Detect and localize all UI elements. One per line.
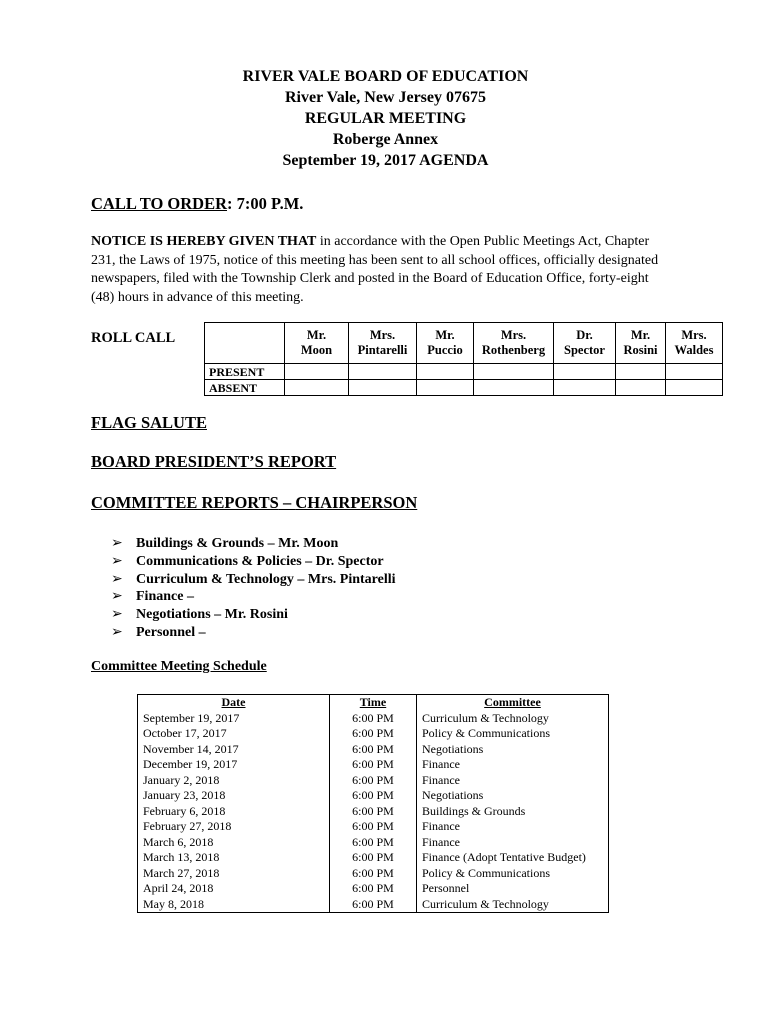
schedule-date-cell: February 27, 2018 [138,819,330,835]
schedule-date-cell: September 19, 2017 [138,711,330,727]
schedule-committee-cell: Curriculum & Technology [417,897,609,913]
table-row [138,773,609,789]
schedule-time-cell: 6:00 PM [330,788,417,804]
arrow-bullet-icon: ➢ [111,553,123,569]
absent-cell [349,380,417,396]
present-row [205,364,723,380]
committee-schedule-table [137,694,609,913]
absent-label: ABSENT [205,380,285,396]
schedule-committee-cell: Finance [417,819,609,835]
roll-call-corner [205,323,285,364]
schedule-time-cell: 6:00 PM [330,897,417,913]
arrow-bullet-icon: ➢ [111,624,123,640]
schedule-committee-cell: Buildings & Grounds [417,804,609,820]
schedule-date-cell: February 6, 2018 [138,804,330,820]
schedule-time-cell: 6:00 PM [330,757,417,773]
table-row [138,711,609,727]
schedule-committee-cell: Negotiations [417,742,609,758]
member-header: Mrs. Rothenberg [474,323,554,364]
schedule-time-cell: 6:00 PM [330,866,417,882]
present-cell [554,364,616,380]
header-org: RIVER VALE BOARD OF EDUCATION [242,68,529,85]
roll-call-label: ROLL CALL [91,330,176,346]
absent-cell [474,380,554,396]
table-row [138,742,609,758]
present-cell [349,364,417,380]
header-date: September 19, 2017 AGENDA [282,152,489,169]
schedule-committee-cell: Personnel [417,881,609,897]
schedule-committee-cell: Finance [417,773,609,789]
table-row [138,850,609,866]
committee-column-header: Committee [417,695,609,711]
member-header: Mrs. Waldes [666,323,723,364]
member-header: Mr. Rosini [616,323,666,364]
table-row [138,819,609,835]
arrow-bullet-icon: ➢ [111,536,123,551]
absent-cell [417,380,474,396]
chairperson-label: CHAIRPERSON [295,493,418,512]
schedule-time-cell: 6:00 PM [330,835,417,851]
schedule-committee-cell: Finance (Adopt Tentative Budget) [417,850,609,866]
absent-cell [666,380,723,396]
absent-cell [554,380,616,396]
schedule-title: Committee Meeting Schedule [91,659,267,674]
schedule-date-cell: October 17, 2017 [138,726,330,742]
notice-body: in accordance with the Open Public Meetings Act, Chapter 231, the Laws of 1975, notice of this meeting has been sent to all school offices, officially designated newspapers, filed with the Township Clerk and posted in the Board of Education Office, forty-eight (48) hours in advance of this meeting. [91,234,659,305]
schedule-date-cell: March 6, 2018 [138,835,330,851]
board-president-report-heading: BOARD PRESIDENT’S REPORT [91,452,337,471]
list-item: ➢ Negotiations – Mr. Rosini [111,607,288,623]
schedule-date-cell: March 13, 2018 [138,850,330,866]
schedule-date-cell: January 2, 2018 [138,773,330,789]
absent-cell [285,380,349,396]
schedule-committee-cell: Negotiations [417,788,609,804]
committee-reports-label: COMMITTEE REPORTS [91,493,279,512]
list-item: ➢ Personnel – [111,624,206,640]
public-notice [91,233,671,307]
member-header: Mr. Puccio [417,323,474,364]
schedule-time-cell: 6:00 PM [330,711,417,727]
schedule-time-cell: 6:00 PM [330,804,417,820]
member-header: Dr. Spector [554,323,616,364]
header-meeting-type: REGULAR MEETING [304,110,467,127]
schedule-date-cell: January 23, 2018 [138,788,330,804]
list-item: ➢ Curriculum & Technology – Mrs. Pintarelli [111,571,396,587]
table-row [138,788,609,804]
flag-salute-heading: FLAG SALUTE [91,413,207,432]
member-header: Mrs. Pintarelli [349,323,417,364]
present-label: PRESENT [205,364,285,380]
table-row [138,866,609,882]
absent-cell [616,380,666,396]
notice-lead: NOTICE IS HEREBY GIVEN THAT [91,234,317,249]
schedule-date-cell: November 14, 2017 [138,742,330,758]
schedule-committee-cell: Finance [417,757,609,773]
present-cell [474,364,554,380]
call-to-order-label: CALL TO ORDER [91,194,228,213]
present-cell [666,364,723,380]
schedule-date-cell: May 8, 2018 [138,897,330,913]
table-row [138,835,609,851]
schedule-committee-cell: Policy & Communications [417,726,609,742]
table-row [138,897,609,913]
committee-report-list [111,535,396,642]
call-to-order-time: : 7:00 P.M. [227,194,304,213]
table-row [138,804,609,820]
absent-row [205,380,723,396]
schedule-date-cell: April 24, 2018 [138,881,330,897]
schedule-committee-cell: Policy & Communications [417,866,609,882]
table-row [138,881,609,897]
present-cell [417,364,474,380]
call-to-order [91,194,303,214]
schedule-time-cell: 6:00 PM [330,742,417,758]
schedule-date-cell: December 19, 2017 [138,757,330,773]
table-row [138,757,609,773]
arrow-bullet-icon: ➢ [111,607,123,623]
present-cell [616,364,666,380]
header-venue: Roberge Annex [332,131,439,148]
time-column-header: Time [330,695,417,711]
member-header: Mr. Moon [285,323,349,364]
list-item: ➢ Finance – [111,589,194,605]
schedule-committee-cell: Curriculum & Technology [417,711,609,727]
schedule-committee-cell: Finance [417,835,609,851]
committee-reports-dash: – [278,493,296,512]
present-cell [285,364,349,380]
schedule-time-cell: 6:00 PM [330,726,417,742]
schedule-date-cell: March 27, 2018 [138,866,330,882]
table-row [138,726,609,742]
document-header [0,66,770,171]
roll-call-table [204,322,723,396]
header-location: River Vale, New Jersey 07675 [285,89,486,106]
schedule-time-cell: 6:00 PM [330,773,417,789]
list-item: ➢ Communications & Policies – Dr. Spector [111,553,384,569]
arrow-bullet-icon: ➢ [111,589,123,605]
schedule-time-cell: 6:00 PM [330,850,417,866]
arrow-bullet-icon: ➢ [111,571,123,587]
committee-reports-heading [91,493,417,513]
schedule-time-cell: 6:00 PM [330,819,417,835]
schedule-header-row [138,695,609,711]
date-column-header: Date [138,695,330,711]
list-item: ➢ Buildings & Grounds – Mr. Moon [111,536,339,551]
schedule-time-cell: 6:00 PM [330,881,417,897]
